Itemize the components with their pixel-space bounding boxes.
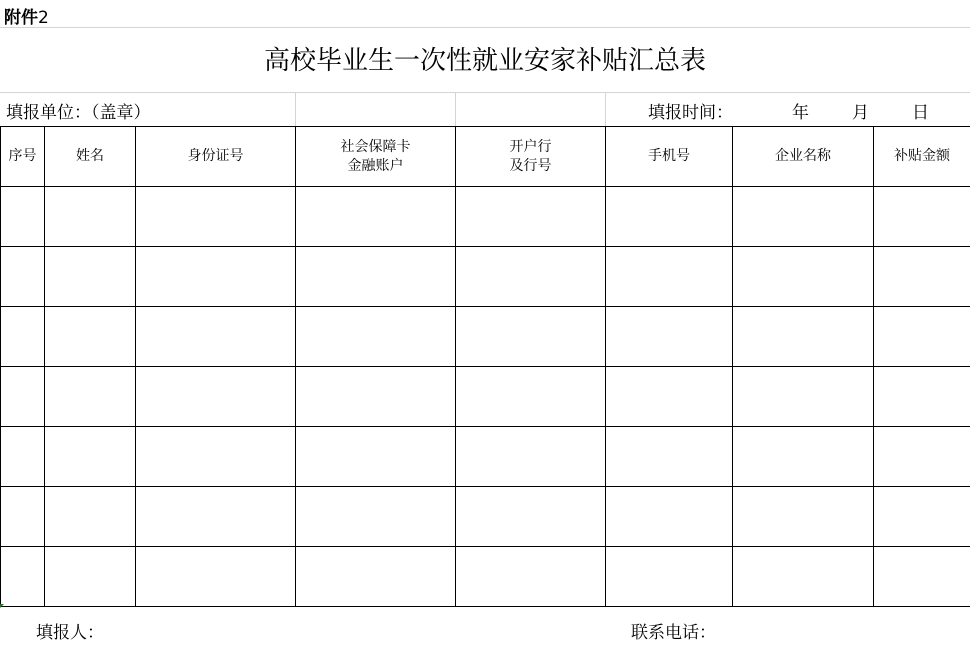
table-cell[interactable]: [733, 307, 874, 367]
table-cell[interactable]: [606, 247, 733, 307]
table-row: [1, 247, 970, 307]
reporting-time-label: 填报时间：: [648, 103, 733, 123]
table-cell[interactable]: [606, 367, 733, 427]
table-cell[interactable]: [733, 487, 874, 547]
table-cell[interactable]: [45, 427, 136, 487]
table-row: [1, 367, 970, 427]
gridline: [455, 92, 456, 126]
table-cell[interactable]: [296, 247, 456, 307]
table-cell[interactable]: [1, 487, 45, 547]
column-header: [296, 127, 456, 187]
table-cell[interactable]: [296, 307, 456, 367]
table-cell[interactable]: [1, 427, 45, 487]
table-cell[interactable]: [1, 307, 45, 367]
table-cell[interactable]: [296, 487, 456, 547]
table-cell[interactable]: [45, 487, 136, 547]
table-cell[interactable]: [733, 547, 874, 607]
gridline: [0, 27, 970, 28]
table-cell[interactable]: [136, 547, 296, 607]
page-title: 高校毕业生一次性就业安家补贴汇总表: [263, 46, 706, 76]
table-row: [1, 427, 970, 487]
column-header-line1: 序号: [8, 148, 37, 164]
table-cell[interactable]: [136, 367, 296, 427]
column-header: [733, 127, 874, 187]
table-cell[interactable]: [296, 367, 456, 427]
table-cell[interactable]: [45, 367, 136, 427]
column-header: [606, 127, 733, 187]
table-cell[interactable]: [874, 187, 970, 247]
attachment-number: 2: [38, 8, 49, 28]
table-cell[interactable]: [733, 427, 874, 487]
column-header-line2: 及行号: [509, 157, 552, 174]
column-header-line1: 开户行: [509, 138, 552, 155]
table-cell[interactable]: [456, 367, 606, 427]
table-cell[interactable]: [45, 547, 136, 607]
summary-table: [0, 126, 970, 607]
column-header: [874, 127, 970, 187]
table-cell[interactable]: [136, 247, 296, 307]
table-cell[interactable]: [136, 307, 296, 367]
table-body: [1, 187, 970, 607]
table-cell[interactable]: [136, 487, 296, 547]
column-header: [456, 127, 606, 187]
table-cell[interactable]: [733, 187, 874, 247]
table-cell[interactable]: [874, 427, 970, 487]
table-row: [1, 547, 970, 607]
table-row: [1, 307, 970, 367]
table-cell[interactable]: [606, 547, 733, 607]
column-header: [136, 127, 296, 187]
column-header-line1: 社会保障卡: [340, 138, 411, 155]
attachment-label: [4, 3, 49, 28]
table-cell[interactable]: [606, 187, 733, 247]
table-cell[interactable]: [1, 547, 45, 607]
table-cell[interactable]: [733, 247, 874, 307]
table-cell[interactable]: [296, 547, 456, 607]
table-cell[interactable]: [456, 307, 606, 367]
column-header-line1: 姓名: [76, 148, 104, 164]
table-cell[interactable]: [456, 547, 606, 607]
column-header-line1: 企业名称: [775, 148, 831, 164]
column-header-line1: 手机号: [648, 148, 690, 164]
table-cell[interactable]: [874, 487, 970, 547]
table-cell[interactable]: [1, 187, 45, 247]
column-header-line2: 金融账户: [347, 157, 404, 174]
attachment-text: 附件: [4, 8, 38, 28]
table-cell[interactable]: [606, 427, 733, 487]
table-cell[interactable]: [456, 247, 606, 307]
cell-marker: [0, 604, 4, 608]
gridline: [295, 92, 296, 126]
column-header-line1: 补贴金额: [894, 148, 950, 164]
phone-label: 联系电话：: [631, 623, 716, 643]
table-cell[interactable]: [606, 487, 733, 547]
table-cell[interactable]: [1, 247, 45, 307]
table-cell[interactable]: [874, 367, 970, 427]
table-cell[interactable]: [606, 307, 733, 367]
gridline: [605, 92, 606, 126]
table-cell[interactable]: [874, 247, 970, 307]
filler-label: 填报人：: [36, 623, 104, 643]
table-cell[interactable]: [45, 247, 136, 307]
day-label: 日: [912, 103, 929, 123]
table-cell[interactable]: [733, 367, 874, 427]
table-cell[interactable]: [45, 307, 136, 367]
column-header: [1, 127, 45, 187]
table-cell[interactable]: [136, 427, 296, 487]
gridline: [0, 92, 970, 93]
month-label: 月: [852, 103, 869, 123]
table-cell[interactable]: [136, 187, 296, 247]
year-label: 年: [792, 103, 809, 123]
column-header: [45, 127, 136, 187]
table-cell[interactable]: [456, 487, 606, 547]
table-cell[interactable]: [1, 367, 45, 427]
table-cell[interactable]: [456, 427, 606, 487]
table-row: [1, 187, 970, 247]
table-cell[interactable]: [296, 187, 456, 247]
table-cell[interactable]: [456, 187, 606, 247]
table-cell[interactable]: [296, 427, 456, 487]
table-cell[interactable]: [874, 547, 970, 607]
column-header-line1: 身份证号: [187, 148, 244, 164]
header-row: [1, 127, 970, 187]
table-cell[interactable]: [45, 187, 136, 247]
table-row: [1, 487, 970, 547]
table-cell[interactable]: [874, 307, 970, 367]
reporting-unit-label: 填报单位：（盖章）: [6, 103, 151, 123]
